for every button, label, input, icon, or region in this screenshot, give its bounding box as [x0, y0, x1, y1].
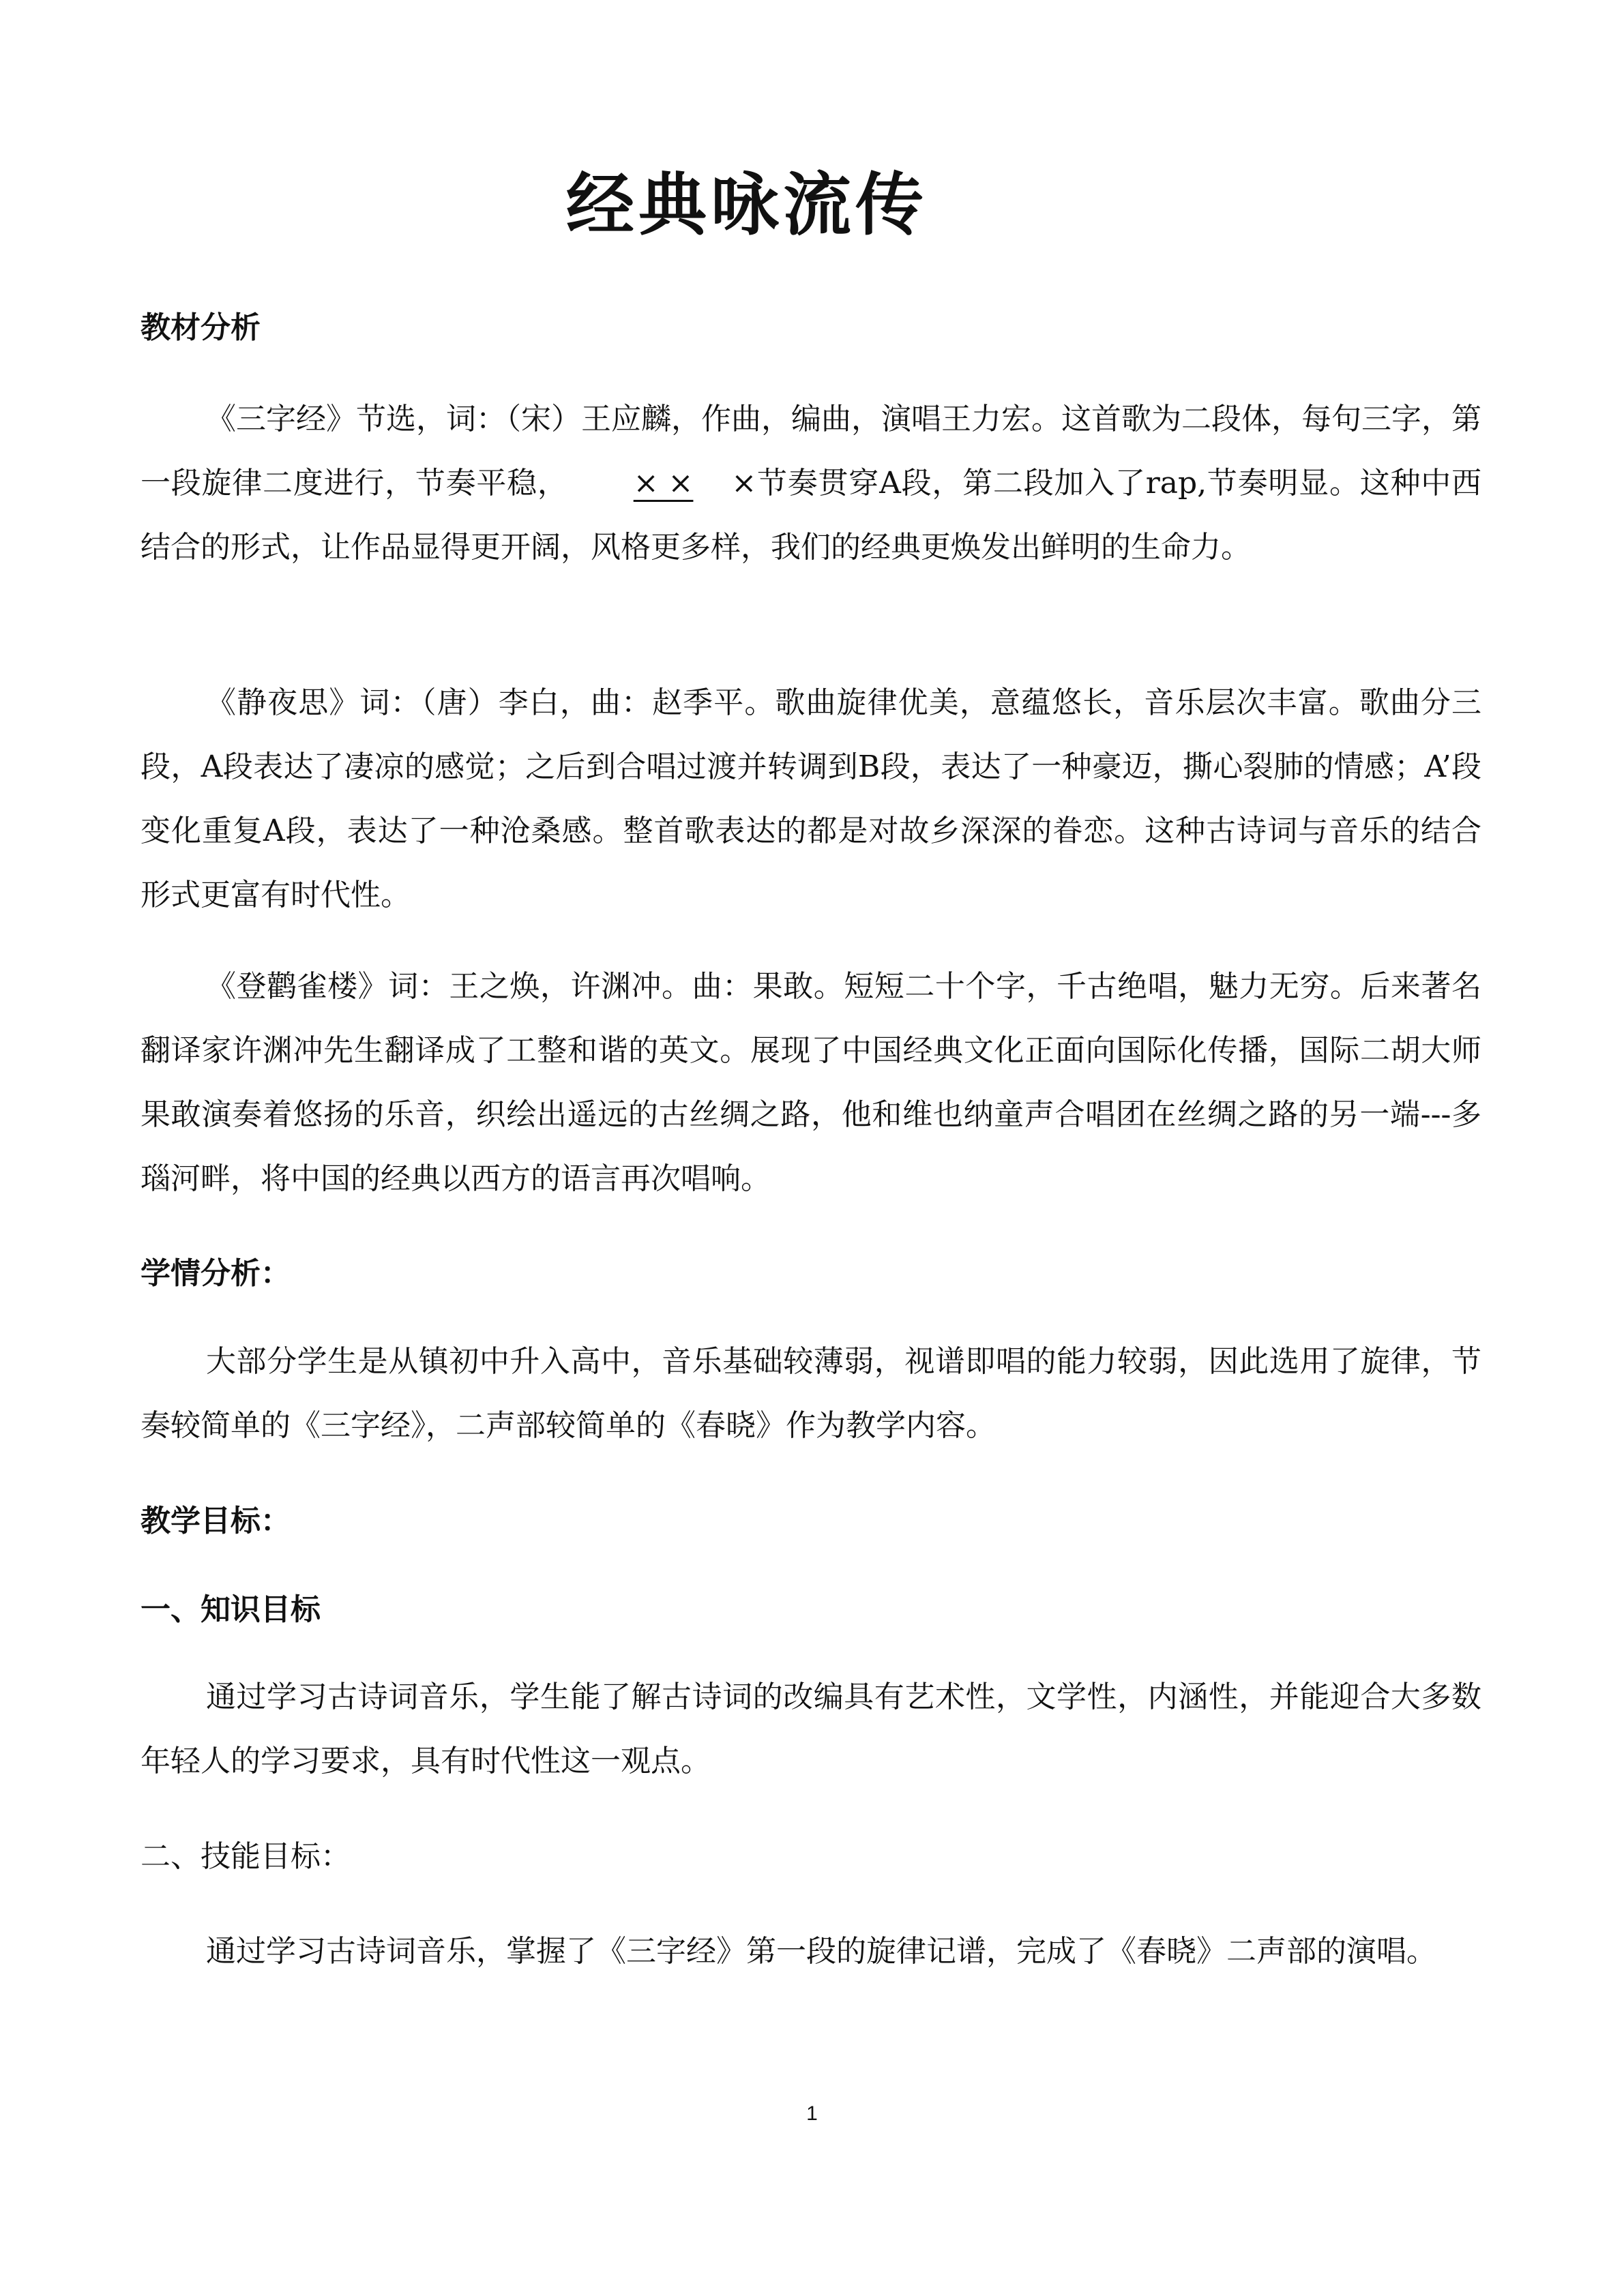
heading-skill-goal: 二、技能目标： [141, 1839, 351, 1874]
heading-teaching-goals: 教学目标： [141, 1504, 291, 1538]
document-title: 经典咏流传 [566, 165, 928, 245]
paragraph-sanzijing [141, 387, 1481, 580]
paragraph-dengguanquelou: 《登鹳雀楼》词：王之焕，许渊冲。曲：果敢。短短二十个字，千古绝唱，魅力无穷。后来著名翻译家许渊冲先生翻译成了工整和谐的英文。展现了中国经典文化正面向国际化传播，国际二胡大师果敢演奏着悠扬的乐音，织绘出遥远的古丝绸之路，他和维也纳童声合唱团在丝绸之路的另一端---多瑙河畔，将中国的经典以西方的语言再次唱响。 [141, 969, 1481, 1196]
heading-student-analysis: 学情分析： [141, 1256, 291, 1291]
heading-material-analysis: 教材分析 [141, 310, 261, 345]
page-number: 1 [806, 2102, 818, 2125]
heading-knowledge-goal: 一、知识目标 [141, 1592, 321, 1627]
paragraph-student-analysis: 大部分学生是从镇初中升入高中，音乐基础较薄弱，视谱即唱的能力较弱，因此选用了旋律，节奏较简单的《三字经》，二声部较简单的《春晓》作为教学内容。 [141, 1344, 1481, 1443]
paragraph-sanzijing-text-1: 《三字经》节选，词：（宋）王应麟，作曲，编曲，演唱王力宏。这首歌为二段体，每句三字，第一段旋律二度进行，节奏平稳， [141, 402, 1481, 501]
rhythm-notation-tail: × [693, 466, 757, 501]
rhythm-notation-underlined: × × [633, 466, 694, 501]
paragraph-skill-goal: 通过学习古诗词音乐，掌握了《三字经》第一段的旋律记谱，完成了《春晓》二声部的演唱。 [206, 1934, 1436, 1969]
paragraph-knowledge-goal: 通过学习古诗词音乐，学生能了解古诗词的改编具有艺术性，文学性，内涵性，并能迎合大多数年轻人的学习要求，具有时代性这一观点。 [141, 1680, 1481, 1778]
paragraph-jingyesi: 《静夜思》词：（唐）李白，曲：赵季平。歌曲旋律优美，意蕴悠长，音乐层次丰富。歌曲分三段，A段表达了凄凉的感觉；之后到合唱过渡并转调到B段，表达了一种豪迈，撕心裂肺的情感；A’段变化重复A段，表达了一种沧桑感。整首歌表达的都是对故乡深深的眷恋。这种古诗词与音乐的结合形式更富有时代性。 [141, 685, 1481, 912]
paragraph-sanzijing-text-2: 节奏贯穿A段，第二段加入了rap,节奏明显。这种中西结合的形式，让作品显得更开阔，风格更多样，我们的经典更焕发出鲜明的生命力。 [141, 466, 1482, 565]
rhythm-notation [568, 451, 757, 516]
